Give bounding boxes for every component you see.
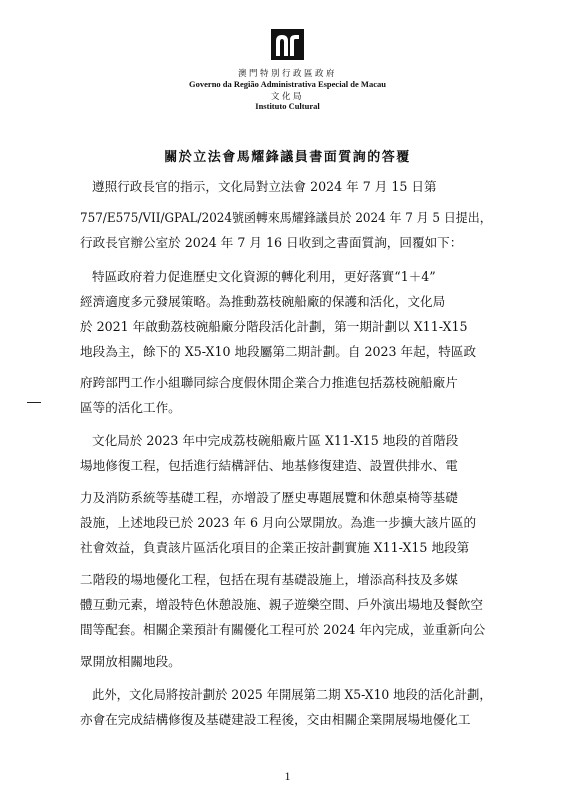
body-line: 二階段的場地優化工程，包括在現有基礎設施上，增添高科技及多媒 bbox=[80, 572, 458, 587]
body-line: 府跨部門工作小組聯同綜合度假休閒企業合力推進包括荔枝碗船廠片 bbox=[80, 375, 458, 390]
body-line: 文化局於 2023 年中完成荔枝碗船廠片區 X11-X15 地段的首階段 bbox=[92, 433, 459, 448]
page-number: 1 bbox=[284, 769, 291, 783]
org-name-portuguese: Governo da Região Administrativa Especial de Macau bbox=[189, 79, 386, 89]
body-line: 眾開放相關地段。 bbox=[80, 654, 181, 669]
body-line: 經濟適度多元發展策略。為推動荔枝碗船廠的保護和活化，文化局 bbox=[80, 294, 446, 309]
dept-name-portuguese: Instituto Cultural bbox=[255, 101, 320, 111]
margin-mark bbox=[27, 402, 41, 403]
body-line: 於 2021 年啟動荔枝碗船廠分階段活化計劃，第一期計劃以 X11-X15 bbox=[80, 319, 468, 334]
body-line: 力及消防系統等基礎工程，亦增設了歷史專題展覽和休憩桌椅等基礎 bbox=[80, 490, 458, 505]
body-line: 遵照行政長官的指示，文化局對立法會 2024 年 7 月 15 日第 bbox=[92, 179, 437, 194]
institute-logo bbox=[271, 29, 304, 60]
body-line: 間等配套。相關企業預計有關優化工程可於 2024 年內完成，並重新向公 bbox=[80, 622, 486, 637]
body-line: 地段為主，餘下的 X5-X10 地段屬第二期計劃。自 2023 年起，特區政 bbox=[80, 344, 477, 359]
document-title: 關於立法會馬耀鋒議員書面質詢的答覆 bbox=[164, 150, 411, 165]
body-line: 特區政府着力促進歷史文化資源的轉化利用，更好落實“1＋4” bbox=[92, 269, 436, 284]
org-name-chinese: 澳門特別行政區政府 bbox=[237, 68, 337, 78]
body-line: 757/E575/VII/GPAL/2024號函轉來馬耀鋒議員於 2024 年 7 月 5 日提出， bbox=[80, 210, 492, 225]
body-line: 此外，文化局將按計劃於 2025 年開展第二期 X5-X10 地段的活化計劃， bbox=[92, 687, 492, 702]
body-line: 亦會在完成結構修復及基礎建設工程後，交由相關企業開展場地優化工 bbox=[80, 712, 471, 727]
body-line: 區等的活化工作。 bbox=[80, 400, 181, 415]
body-line: 設施，上述地段已於 2023 年 6 月向公眾開放。為進一步擴大該片區的 bbox=[80, 515, 477, 530]
body-line: 社會效益，負責該片區活化項目的企業正按計劃實施 X11-X15 地段第 bbox=[80, 540, 470, 555]
body-line: 場地修復工程，包括進行結構評估、地基修復建造、設置供排水、電 bbox=[80, 458, 458, 473]
body-line: 體互動元素，增設特色休憩設施、親子遊樂空間、戶外演出場地及餐飲空 bbox=[80, 597, 483, 612]
dept-name-chinese: 文化局 bbox=[270, 91, 304, 101]
body-line: 行政長官辦公室於 2024 年 7 月 16 日收到之書面質詢，回覆如下： bbox=[80, 235, 463, 250]
